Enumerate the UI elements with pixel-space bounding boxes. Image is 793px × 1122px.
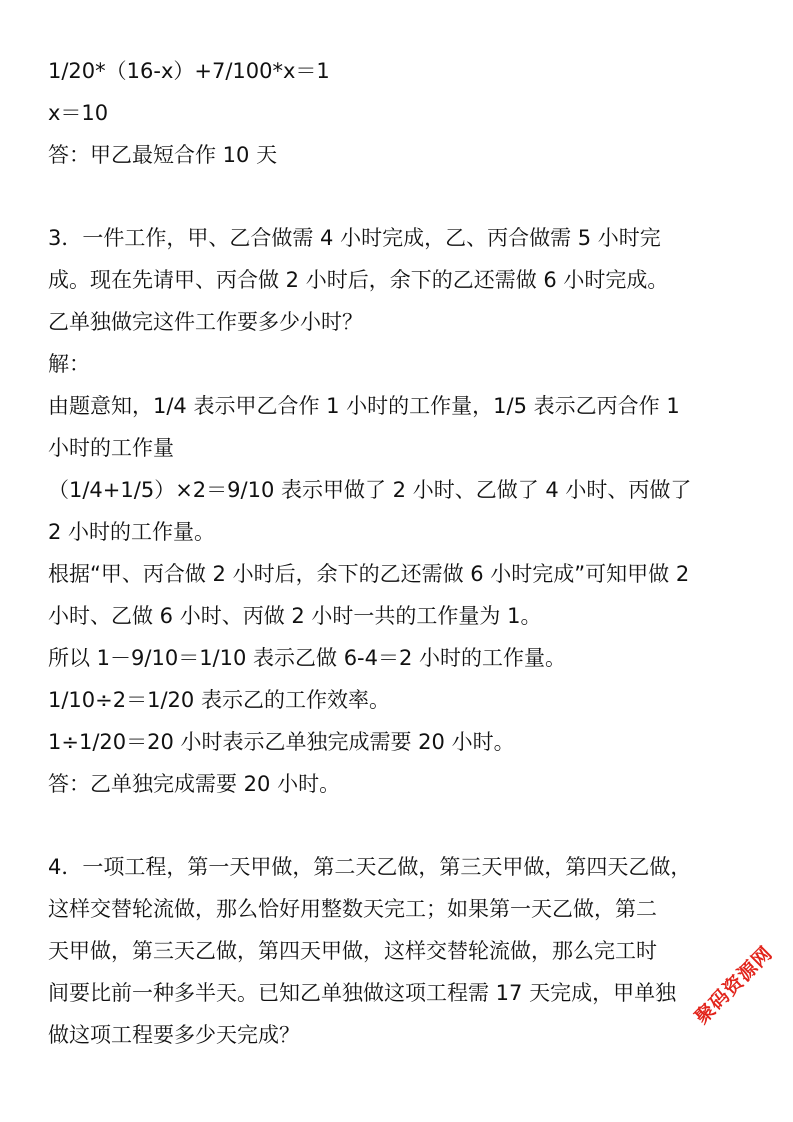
paragraph-gap bbox=[48, 176, 753, 217]
solution-line: 1/10÷2＝1/20 表示乙的工作效率。 bbox=[48, 688, 390, 712]
solution-line: 由题意知，1/4 表示甲乙合作 1 小时的工作量，1/5 表示乙丙合作 1 bbox=[48, 394, 680, 418]
solution-line: 小时、乙做 6 小时、丙做 2 小时一共的工作量为 1。 bbox=[48, 604, 542, 628]
question-3-line: 3．一件工作，甲、乙合做需 4 小时完成，乙、丙合做需 5 小时完 bbox=[48, 226, 661, 250]
watermark-logo: 聚码资源网 bbox=[690, 942, 778, 1029]
question-3-line: 成。现在先请甲、丙合做 2 小时后，余下的乙还需做 6 小时完成。 bbox=[48, 268, 669, 292]
answer-line: 答：乙单独完成需要 20 小时。 bbox=[48, 772, 341, 796]
question-4-line: 这样交替轮流做，那么恰好用整数天完工；如果第一天乙做，第二 bbox=[48, 897, 657, 921]
question-3-line: 乙单独做完这件工作要多少小时？ bbox=[48, 310, 363, 334]
question-4-line: 间要比前一种多半天。已知乙单独做这项工程需 17 天完成，甲单独 bbox=[48, 981, 677, 1005]
question-4-line: 做这项工程要多少天完成？ bbox=[48, 1023, 300, 1047]
answer-line: 答：甲乙最短合作 10 天 bbox=[48, 143, 278, 167]
question-4-line: 天甲做，第三天乙做，第四天甲做，这样交替轮流做，那么完工时 bbox=[48, 939, 657, 963]
solution-heading: 解： bbox=[48, 352, 90, 376]
solution-line: （1/4+1/5）×2＝9/10 表示甲做了 2 小时、乙做了 4 小时、丙做了 bbox=[48, 478, 692, 502]
solution-line: 2 小时的工作量。 bbox=[48, 520, 216, 544]
equation-line: 1/20*（16-x）+7/100*x＝1 bbox=[48, 59, 330, 83]
solution-line: 1÷1/20＝20 小时表示乙单独完成需要 20 小时。 bbox=[48, 730, 515, 754]
paragraph-gap bbox=[48, 805, 753, 846]
question-4-line: 4．一项工程，第一天甲做，第二天乙做，第三天甲做，第四天乙做， bbox=[48, 855, 692, 879]
document-body bbox=[48, 50, 753, 1056]
solution-line: x＝10 bbox=[48, 101, 109, 125]
solution-line: 所以 1－9/10＝1/10 表示乙做 6-4＝2 小时的工作量。 bbox=[48, 646, 567, 670]
solution-line: 小时的工作量 bbox=[48, 436, 174, 460]
solution-line: 根据“甲、丙合做 2 小时后，余下的乙还需做 6 小时完成”可知甲做 2 bbox=[48, 562, 690, 586]
